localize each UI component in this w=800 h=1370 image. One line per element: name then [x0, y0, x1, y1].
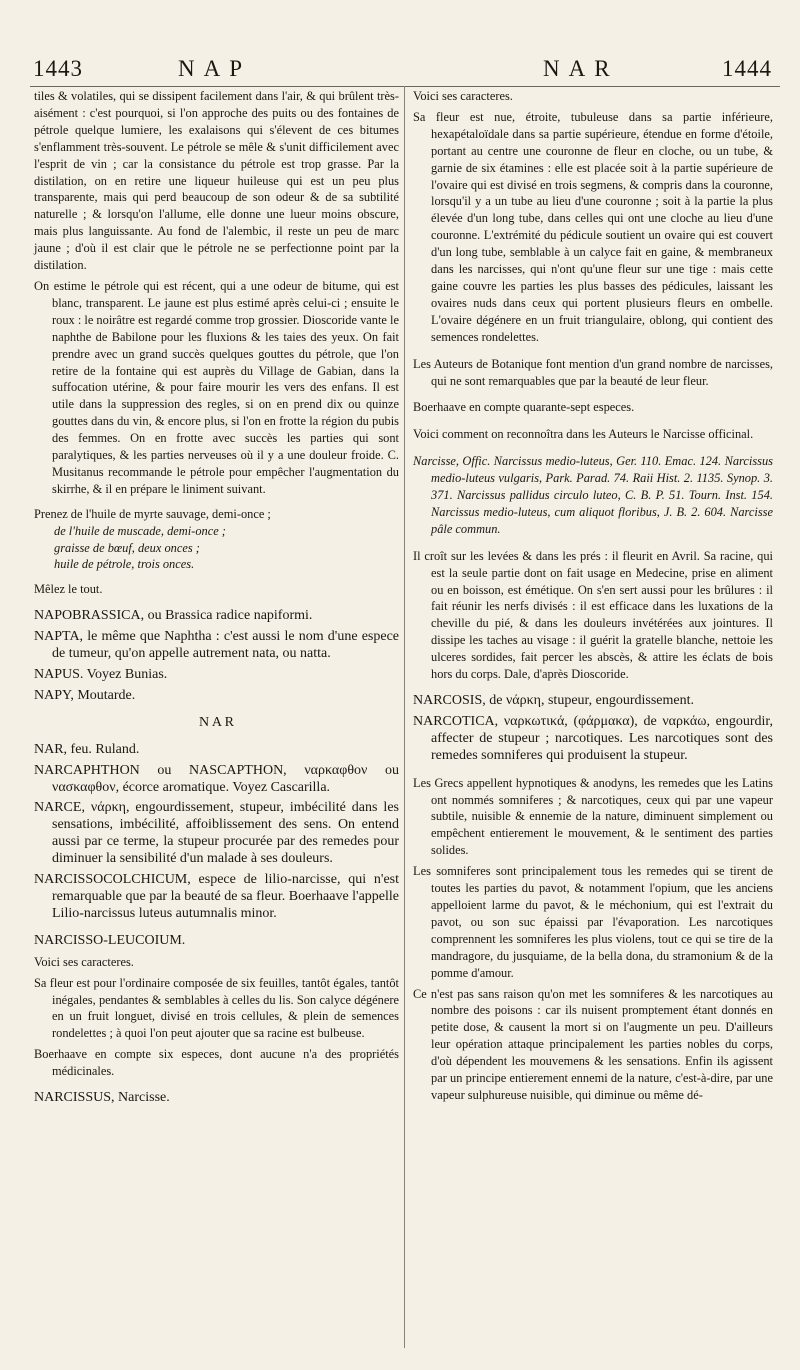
column-divider	[404, 86, 405, 1348]
entry-napobrassica: NAPOBRASSICA, ou Brassica radice napiformi.	[34, 608, 313, 624]
paragraph-fleur: Sa fleur est nue, étroite, tubuleuse dans sa partie inférieure, hexapétaloïdale dans sa partie supérieure, étendue en forme d'étoile, portant au centre une couronne de fleur en cloche, ou un tube, & garnie de six étamines : elle est placée soit à la partie supérieure de l'ovaire qui est divisé en trois segmens, & compris dans la couronne, lorsqu'il y a un tube au lieu d'une couronne ; soit à la partie la plus élevée d'un long tube, dans celles qui ont une cloche au lieu d'une couronne. L'extrémité du pédicule soutient un ovaire qui est couvert d'un long tube, semblable à un calyce fait en gaine, & membraneux dans les narcisses, qui n'ont qu'une fleur sur une tige : mais cette gaine couvre les parties les plus basses des pédicules, laissant les ovaires nuds dans ceux qui portent plusieurs fleurs en ombelle. L'ovaire dégénere en un fruit triangulaire, oblong, qui contient des semences rondelettes.	[413, 109, 773, 344]
running-head-left: NAP	[178, 56, 252, 81]
paragraph-grecs: Les Grecs appellent hypnotiques & anodyns, les remedes que les Latins ont nommés somniferes ; & narcotiques, ceux qui par une vapeur subtile, nuisible & ennemie de la nature, diminuent simplement ou empêchent entierement le mouvement, & le sentiment des parties solides.	[413, 775, 773, 858]
entry-narce: NARCE, νάρκη, engourdissement, stupeur, imbécilité dans les sensations, imbécilité, affoiblissement des sens. On entend aussi par ce terme, la stupeur procurée par des remedes pour diminuer la sensibilité d'un malade à ses douleurs.	[34, 800, 399, 867]
entry-narcaphthon: NARCAPHTHON ou NASCAPTHON, ναρκαφθον ou νασκαφθον, écorce aromatique. Voyez Cascarilla.	[34, 762, 399, 795]
paragraph-caracteres: Voici ses caracteres.	[34, 954, 134, 969]
recipe-line: Prenez de l'huile de myrte sauvage, demi-once ;	[34, 506, 271, 521]
paragraph-fleur: Sa fleur est pour l'ordinaire composée de six feuilles, tantôt égales, tantôt inégales, pendantes & semblables à celles du lis. Son calyce dégénere en un fruit longuet, divisé en trois cellules, & plein de semences rondelettes ; à quoi l'on peut ajouter que sa racine est bulbeuse.	[34, 975, 399, 1041]
paragraph-reconnoitra: Voici comment on reconnoîtra dans les Auteurs le Narcisse officinal.	[413, 427, 754, 442]
entry-napta: NAPTA, le même que Naphtha : c'est aussi le nom d'une espece de tumeur, qu'on appelle autrement nata, ou natta.	[34, 629, 399, 662]
recipe-line: de l'huile de muscade, demi-once ;	[54, 523, 226, 538]
header-rule	[30, 86, 780, 87]
paragraph-boerhaave: Boerhaave en compte quarante-sept especes.	[413, 400, 635, 415]
entry-napy: NAPY, Moutarde.	[34, 687, 136, 703]
recipe-line: graisse de bœuf, deux onces ;	[54, 540, 200, 555]
entry-narcissocolchicum: NARCISSOCOLCHICUM, espece de lilio-narcisse, qui n'est remarquable que par la beauté de sa fleur. Boerhaave l'appelle Lilio-narcissus luteus autumnalis minor.	[34, 872, 399, 921]
running-head-right: NAR	[543, 56, 619, 81]
paragraph-poisons: Ce n'est pas sans raison qu'on met les somniferes & les narcotiques au nombre des poisons : car ils nuisent promptement étant donnés en petite dose, & causent la mort si on l'augmente un peu. D'ailleurs leur opération attaque principalement les parties nobles du corps, d'où dépendent les mouvemens & les sensations. Enfin ils agissent par un principe entierement ennemi de la nature, c'est-à-dire, par une vapeur sulphureuse nuisible, qui diminue ou même dé-	[413, 986, 773, 1102]
section-heading: N A R	[198, 714, 234, 730]
paragraph-petrole: tiles & volatiles, qui se dissipent facilement dans l'air, & qui brûlent très-aisément : c'est pourquoi, si l'on approche des puits ou des fontaines de pétrole quelque lumiere, les exalaisons qui s'élevent de ces bitumes s'enflamment très-souvent. Le pétrole se mêle & s'unit difficilement avec l'esprit de vin ; car la consistance du pétrole est trop grasse. Par la distilation, on en retire une liqueur huileuse qui est un peu plus transparente, mais qui perd beaucoup de son odeur & de sa subtilité naturelle ; & lorsqu'on l'allume, elle donne une lueur moins obscure, mais plus languissante. Au fond de l'alembic, il reste un peu de marc jaune ; d'où il est clair que le pétrole ne se perfectionne point par la distilation.	[34, 89, 399, 273]
paragraph-estime: On estime le pétrole qui est récent, qui a une odeur de bitume, qui est blanc, transparent. Le jaune est plus estimé après celui-ci ; ensuite le roux : le noirâtre est regardé comme trop grossier. Dioscoride vante le naphthe de Babilone pour les fluxions & les taies des yeux. On fait prendre avec un grand succès quelques gouttes du pétrole, que l'on retire de la fontaine qui est auprès du Village de Gabian, dans la suffocation utérine, & pour faire mourir les vers des enfans. Il est utile dans la suppression des regles, si on en prend dix ou quinze gouttes dans du vin, & encore plus, si l'on en frotte la région du pubis des femmes. On en frotte avec succès les parties qui sont paralytiques, & les parties nerveuses où il y a une douleur froide. C. Musitanus recommande le pétrole pour empêcher l'augmentation du skirrhe, & il en prépare le liniment suivant.	[34, 278, 399, 496]
right-column	[413, 88, 773, 1108]
entry-narcotica: NARCOTICA, ναρκωτικά, (φάρμακα), de ναρκάω, engourdir, affecter de stupeur ; narcotiques. Les narcotiques sont des remedes somniferes qui produisent la stupeur.	[413, 713, 773, 763]
paragraph-croit: Il croît sur les levées & dans les prés : il fleurit en Avril. Sa racine, qui est la seule partie dont on fait usage en Medecine, prise en aliment ou en boisson, est émétique. On s'en sert aussi pour les brûlures : il fait réunir les nerfs divisés : il est efficace dans les luxations de la cheville du pié, & dans les douleurs invétérées aux jointures. Il dissipe les taches au visage : il guérit la gratelle blanche, nettoie les ulceres sordides, fait percer les abscès, & attire les éclats de bois hors du corps. Dale, d'après Dioscoride.	[413, 548, 773, 682]
left-column	[34, 88, 399, 1111]
paragraph-somniferes: Les somniferes sont principalement tous les remedes qui se tirent de toutes les parties du pavot, & notamment l'opium, que les anciens appelloient larme du pavot, & le méchonium, qui est l'extrait du pavot, ou son suc épaissi par l'évaporation. Les narcotiques comprennent les somniferes les plus violens, tout ce qui se tire de la mandragore, du jusquiame, de la bella dona, du stramonium & de la pomme d'amour.	[413, 864, 773, 980]
mix-instruction: Mêlez le tout.	[34, 582, 103, 597]
entry-narcisso-leucoium: NARCISSO-LEUCOIUM.	[34, 932, 186, 948]
recipe-line: huile de pétrole, trois onces.	[54, 557, 195, 572]
recipe	[34, 506, 399, 574]
paragraph-caracteres: Voici ses caracteres.	[413, 89, 513, 103]
page-number-left: 1443	[33, 56, 83, 81]
page-number-right: 1444	[722, 56, 772, 81]
entry-narcosis: NARCOSIS, de νάρκη, stupeur, engourdissement.	[413, 693, 695, 708]
entry-nar: NAR, feu. Ruland.	[34, 741, 140, 757]
paragraph-boerhaave: Boerhaave en compte six especes, dont aucune n'a des propriétés médicinales.	[34, 1047, 399, 1079]
entry-napus: NAPUS. Voyez Bunias.	[34, 667, 168, 682]
entry-narcissus: NARCISSUS, Narcisse.	[34, 1090, 170, 1106]
paragraph-references: Narcisse, Offic. Narcissus medio-luteus, Ger. 110. Emac. 124. Narcissus medio-luteus vulgaris, Park. Parad. 74. Raii Hist. 2. 1135. Synop. 3. 371. Narcissus pallidus circulo luteo, C. B. P. 51. Tourn. Inst. 154. Narcissus medio-luteus, cum aliquot floribus, J. B. 2. 604. Narcisse pâle commun.	[413, 454, 773, 536]
paragraph-auteurs: Les Auteurs de Botanique font mention d'un grand nombre de narcisses, qui ne sont remarquables que par la beauté de leur fleur.	[413, 356, 773, 388]
